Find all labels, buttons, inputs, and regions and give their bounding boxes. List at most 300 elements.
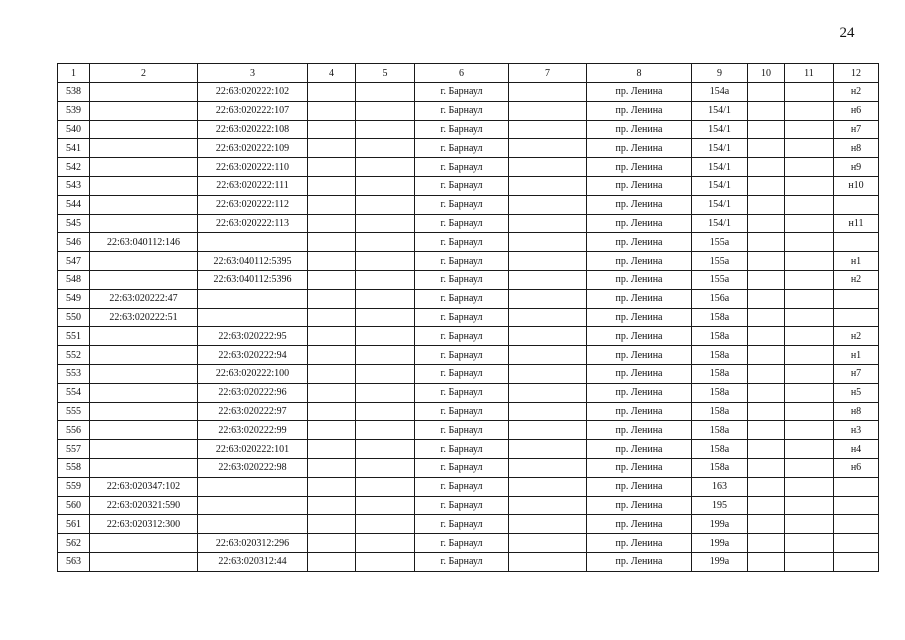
table-cell-col-7 <box>509 496 587 515</box>
table-cell-col-12: н9 <box>834 158 879 177</box>
table-cell-col-12 <box>834 477 879 496</box>
table-cell-col-9: 154/1 <box>692 214 748 233</box>
table-cell-col-1: 547 <box>58 252 90 271</box>
table-cell-col-5 <box>356 477 415 496</box>
table-cell-col-2 <box>90 270 198 289</box>
table-cell-col-7 <box>509 101 587 120</box>
table-cell-col-4 <box>308 176 356 195</box>
table-cell-col-6: г. Барнаул <box>415 496 509 515</box>
table-cell-col-1: 560 <box>58 496 90 515</box>
table-cell-col-1: 561 <box>58 515 90 534</box>
table-cell-col-3 <box>198 496 308 515</box>
table-cell-col-9: 155а <box>692 270 748 289</box>
table-cell-col-10 <box>748 440 785 459</box>
table-cell-col-7 <box>509 421 587 440</box>
table-cell-col-7 <box>509 552 587 571</box>
table-cell-col-12: н7 <box>834 364 879 383</box>
table-cell-col-2 <box>90 101 198 120</box>
table-cell-col-3: 22:63:020222:113 <box>198 214 308 233</box>
table-cell-col-2 <box>90 327 198 346</box>
table-cell-col-12: н8 <box>834 139 879 158</box>
table-cell-col-6: г. Барнаул <box>415 515 509 534</box>
table-row <box>58 270 879 289</box>
table-cell-col-6: г. Барнаул <box>415 176 509 195</box>
table-cell-col-7 <box>509 346 587 365</box>
table-cell-col-12: н6 <box>834 458 879 477</box>
table-cell-col-3: 22:63:020222:98 <box>198 458 308 477</box>
table-cell-col-8: пр. Ленина <box>587 458 692 477</box>
table-cell-col-10 <box>748 534 785 553</box>
table-cell-col-11 <box>785 477 834 496</box>
table-cell-col-9: 154/1 <box>692 120 748 139</box>
table-cell-col-1: 549 <box>58 289 90 308</box>
table-row <box>58 327 879 346</box>
table-cell-col-5 <box>356 327 415 346</box>
table-cell-col-9: 154/1 <box>692 158 748 177</box>
table-cell-col-4 <box>308 83 356 102</box>
table-cell-col-6: г. Барнаул <box>415 233 509 252</box>
page-number: 24 <box>839 25 855 41</box>
table-cell-col-10 <box>748 120 785 139</box>
table-cell-col-9: 154/1 <box>692 139 748 158</box>
table-cell-col-10 <box>748 270 785 289</box>
table-cell-col-6: г. Барнаул <box>415 458 509 477</box>
table-cell-col-12 <box>834 308 879 327</box>
table-cell-col-2: 22:63:040112:146 <box>90 233 198 252</box>
table-cell-col-3: 22:63:020222:102 <box>198 83 308 102</box>
table-cell-col-2 <box>90 402 198 421</box>
table-cell-col-4 <box>308 214 356 233</box>
table-cell-col-1: 556 <box>58 421 90 440</box>
table-cell-col-9: 199а <box>692 534 748 553</box>
table-header-cell: 12 <box>834 64 879 83</box>
table-cell-col-1: 557 <box>58 440 90 459</box>
table-cell-col-5 <box>356 270 415 289</box>
table-cell-col-8: пр. Ленина <box>587 327 692 346</box>
table-cell-col-2 <box>90 346 198 365</box>
table-cell-col-9: 158а <box>692 364 748 383</box>
table-cell-col-4 <box>308 270 356 289</box>
table-cell-col-12 <box>834 233 879 252</box>
table-cell-col-5 <box>356 195 415 214</box>
table-cell-col-10 <box>748 101 785 120</box>
table-cell-col-11 <box>785 139 834 158</box>
table-cell-col-11 <box>785 270 834 289</box>
table-cell-col-12: н1 <box>834 346 879 365</box>
table-row <box>58 364 879 383</box>
table-cell-col-9: 158а <box>692 440 748 459</box>
table-cell-col-8: пр. Ленина <box>587 308 692 327</box>
table-row <box>58 289 879 308</box>
table-cell-col-2 <box>90 458 198 477</box>
table-cell-col-7 <box>509 458 587 477</box>
table-cell-col-11 <box>785 402 834 421</box>
table-cell-col-6: г. Барнаул <box>415 158 509 177</box>
table-cell-col-8: пр. Ленина <box>587 552 692 571</box>
table-cell-col-3 <box>198 289 308 308</box>
table-cell-col-2 <box>90 252 198 271</box>
table-cell-col-2 <box>90 421 198 440</box>
table-cell-col-4 <box>308 139 356 158</box>
table-cell-col-8: пр. Ленина <box>587 534 692 553</box>
table-cell-col-8: пр. Ленина <box>587 139 692 158</box>
table-cell-col-3 <box>198 477 308 496</box>
table-header-cell: 9 <box>692 64 748 83</box>
table-cell-col-10 <box>748 214 785 233</box>
table-header-cell: 7 <box>509 64 587 83</box>
table-cell-col-12: н5 <box>834 383 879 402</box>
table-cell-col-7 <box>509 83 587 102</box>
table-cell-col-10 <box>748 383 785 402</box>
table-row <box>58 83 879 102</box>
table-cell-col-3: 22:63:040112:5396 <box>198 270 308 289</box>
table-cell-col-10 <box>748 158 785 177</box>
table-cell-col-7 <box>509 402 587 421</box>
table-cell-col-11 <box>785 252 834 271</box>
table-cell-col-6: г. Барнаул <box>415 139 509 158</box>
table-cell-col-7 <box>509 364 587 383</box>
table-cell-col-1: 546 <box>58 233 90 252</box>
table-cell-col-7 <box>509 139 587 158</box>
table-cell-col-6: г. Барнаул <box>415 120 509 139</box>
table-cell-col-11 <box>785 176 834 195</box>
table-cell-col-9: 158а <box>692 346 748 365</box>
table-cell-col-3 <box>198 515 308 534</box>
table-cell-col-3: 22:63:020222:95 <box>198 327 308 346</box>
table-cell-col-4 <box>308 552 356 571</box>
table-cell-col-1: 559 <box>58 477 90 496</box>
table-cell-col-5 <box>356 83 415 102</box>
table-cell-col-12: н1 <box>834 252 879 271</box>
table-cell-col-4 <box>308 327 356 346</box>
table-cell-col-7 <box>509 289 587 308</box>
table-header-cell: 1 <box>58 64 90 83</box>
table-cell-col-7 <box>509 158 587 177</box>
table-row <box>58 120 879 139</box>
table-header-cell: 10 <box>748 64 785 83</box>
table-cell-col-8: пр. Ленина <box>587 158 692 177</box>
table-cell-col-1: 544 <box>58 195 90 214</box>
table-cell-col-5 <box>356 139 415 158</box>
table-cell-col-6: г. Барнаул <box>415 477 509 496</box>
table-row <box>58 496 879 515</box>
table-cell-col-4 <box>308 496 356 515</box>
table-cell-col-5 <box>356 176 415 195</box>
table-cell-col-8: пр. Ленина <box>587 421 692 440</box>
table-cell-col-3: 22:63:020222:107 <box>198 101 308 120</box>
table-header-cell: 11 <box>785 64 834 83</box>
table-row <box>58 383 879 402</box>
table-cell-col-5 <box>356 496 415 515</box>
table-cell-col-8: пр. Ленина <box>587 195 692 214</box>
table-cell-col-3: 22:63:020222:110 <box>198 158 308 177</box>
table-cell-col-4 <box>308 515 356 534</box>
table-cell-col-9: 158а <box>692 383 748 402</box>
table-cell-col-1: 541 <box>58 139 90 158</box>
table-cell-col-7 <box>509 327 587 346</box>
table-cell-col-10 <box>748 458 785 477</box>
table-cell-col-1: 538 <box>58 83 90 102</box>
table-cell-col-9: 154/1 <box>692 176 748 195</box>
table-cell-col-10 <box>748 364 785 383</box>
table-cell-col-8: пр. Ленина <box>587 176 692 195</box>
table-cell-col-8: пр. Ленина <box>587 270 692 289</box>
table-body <box>58 83 879 572</box>
table-header-cell: 4 <box>308 64 356 83</box>
table-cell-col-8: пр. Ленина <box>587 346 692 365</box>
table-cell-col-4 <box>308 252 356 271</box>
table-cell-col-9: 155а <box>692 233 748 252</box>
table-cell-col-4 <box>308 458 356 477</box>
table-cell-col-5 <box>356 383 415 402</box>
table-cell-col-9: 195 <box>692 496 748 515</box>
table-cell-col-10 <box>748 308 785 327</box>
table-cell-col-12: н2 <box>834 83 879 102</box>
table-cell-col-6: г. Барнаул <box>415 402 509 421</box>
table-cell-col-8: пр. Ленина <box>587 383 692 402</box>
table-cell-col-11 <box>785 364 834 383</box>
table-cell-col-2: 22:63:020347:102 <box>90 477 198 496</box>
table-cell-col-9: 158а <box>692 327 748 346</box>
table-header-row <box>58 64 879 83</box>
table-cell-col-3: 22:63:020222:100 <box>198 364 308 383</box>
table-cell-col-4 <box>308 233 356 252</box>
table-row <box>58 346 879 365</box>
table-cell-col-2: 22:63:020222:47 <box>90 289 198 308</box>
table-row <box>58 252 879 271</box>
table-cell-col-5 <box>356 120 415 139</box>
table-cell-col-8: пр. Ленина <box>587 101 692 120</box>
table-cell-col-5 <box>356 534 415 553</box>
table-cell-col-3: 22:63:020222:101 <box>198 440 308 459</box>
table-row <box>58 421 879 440</box>
table-cell-col-11 <box>785 195 834 214</box>
table-cell-col-3: 22:63:020222:94 <box>198 346 308 365</box>
table-header-cell: 3 <box>198 64 308 83</box>
table-cell-col-2 <box>90 383 198 402</box>
table-cell-col-7 <box>509 120 587 139</box>
table-cell-col-8: пр. Ленина <box>587 364 692 383</box>
table-cell-col-2 <box>90 364 198 383</box>
table-cell-col-5 <box>356 252 415 271</box>
table-cell-col-4 <box>308 383 356 402</box>
table-cell-col-10 <box>748 552 785 571</box>
table-cell-col-11 <box>785 101 834 120</box>
table-cell-col-9: 154а <box>692 83 748 102</box>
table-row <box>58 458 879 477</box>
table-cell-col-10 <box>748 346 785 365</box>
table-cell-col-8: пр. Ленина <box>587 496 692 515</box>
table-row <box>58 101 879 120</box>
table-cell-col-8: пр. Ленина <box>587 289 692 308</box>
table-cell-col-9: 158а <box>692 308 748 327</box>
table-cell-col-5 <box>356 421 415 440</box>
table-cell-col-3: 22:63:020222:111 <box>198 176 308 195</box>
table-cell-col-1: 545 <box>58 214 90 233</box>
table-cell-col-4 <box>308 346 356 365</box>
table-cell-col-7 <box>509 252 587 271</box>
table-cell-col-4 <box>308 101 356 120</box>
table-cell-col-5 <box>356 346 415 365</box>
table-cell-col-1: 542 <box>58 158 90 177</box>
table-cell-col-8: пр. Ленина <box>587 440 692 459</box>
table-cell-col-4 <box>308 289 356 308</box>
table-row <box>58 402 879 421</box>
table-cell-col-1: 550 <box>58 308 90 327</box>
table-cell-col-5 <box>356 289 415 308</box>
table-cell-col-10 <box>748 421 785 440</box>
table-cell-col-9: 158а <box>692 421 748 440</box>
table-cell-col-2: 22:63:020222:51 <box>90 308 198 327</box>
table-cell-col-2 <box>90 83 198 102</box>
table-cell-col-2 <box>90 120 198 139</box>
table-cell-col-11 <box>785 289 834 308</box>
table-cell-col-3: 22:63:020222:109 <box>198 139 308 158</box>
table-cell-col-4 <box>308 120 356 139</box>
table-cell-col-1: 555 <box>58 402 90 421</box>
table-header-cell: 5 <box>356 64 415 83</box>
table-cell-col-11 <box>785 496 834 515</box>
table-cell-col-11 <box>785 83 834 102</box>
table-cell-col-8: пр. Ленина <box>587 402 692 421</box>
table-cell-col-10 <box>748 252 785 271</box>
table-cell-col-10 <box>748 233 785 252</box>
table-cell-col-2 <box>90 139 198 158</box>
table-cell-col-9: 199а <box>692 552 748 571</box>
table-cell-col-2 <box>90 176 198 195</box>
table-cell-col-12: н2 <box>834 327 879 346</box>
table-cell-col-11 <box>785 552 834 571</box>
table-cell-col-9: 156а <box>692 289 748 308</box>
table-cell-col-10 <box>748 496 785 515</box>
table-cell-col-5 <box>356 364 415 383</box>
table-cell-col-6: г. Барнаул <box>415 308 509 327</box>
table-cell-col-12 <box>834 289 879 308</box>
table-cell-col-4 <box>308 195 356 214</box>
table-cell-col-8: пр. Ленина <box>587 252 692 271</box>
table-cell-col-6: г. Барнаул <box>415 270 509 289</box>
table-cell-col-6: г. Барнаул <box>415 327 509 346</box>
table-row <box>58 515 879 534</box>
table-cell-col-2 <box>90 440 198 459</box>
table-cell-col-6: г. Барнаул <box>415 440 509 459</box>
table-cell-col-10 <box>748 83 785 102</box>
table-cell-col-5 <box>356 158 415 177</box>
table-cell-col-5 <box>356 515 415 534</box>
table-row <box>58 233 879 252</box>
table-cell-col-1: 558 <box>58 458 90 477</box>
table-cell-col-3: 22:63:020222:108 <box>198 120 308 139</box>
table-cell-col-8: пр. Ленина <box>587 233 692 252</box>
table-cell-col-5 <box>356 402 415 421</box>
table-header-cell: 2 <box>90 64 198 83</box>
table-cell-col-5 <box>356 440 415 459</box>
table-cell-col-4 <box>308 364 356 383</box>
table-cell-col-3: 22:63:020312:296 <box>198 534 308 553</box>
table-cell-col-1: 552 <box>58 346 90 365</box>
table-cell-col-1: 543 <box>58 176 90 195</box>
table-row <box>58 214 879 233</box>
table-cell-col-12: н7 <box>834 120 879 139</box>
table-cell-col-5 <box>356 308 415 327</box>
table-cell-col-3: 22:63:020222:112 <box>198 195 308 214</box>
table-cell-col-12: н3 <box>834 421 879 440</box>
table-cell-col-6: г. Барнаул <box>415 289 509 308</box>
table-cell-col-11 <box>785 440 834 459</box>
table-cell-col-1: 539 <box>58 101 90 120</box>
table-cell-col-4 <box>308 477 356 496</box>
table-row <box>58 176 879 195</box>
table-cell-col-1: 563 <box>58 552 90 571</box>
table-cell-col-12: н6 <box>834 101 879 120</box>
table-header-cell: 8 <box>587 64 692 83</box>
table-cell-col-11 <box>785 327 834 346</box>
table-cell-col-3: 22:63:020222:96 <box>198 383 308 402</box>
table-cell-col-6: г. Барнаул <box>415 364 509 383</box>
table-cell-col-11 <box>785 534 834 553</box>
table-cell-col-7 <box>509 515 587 534</box>
table-cell-col-11 <box>785 233 834 252</box>
table-cell-col-9: 199а <box>692 515 748 534</box>
table-cell-col-1: 554 <box>58 383 90 402</box>
table-cell-col-7 <box>509 477 587 496</box>
table-cell-col-2: 22:63:020321:590 <box>90 496 198 515</box>
table-cell-col-7 <box>509 270 587 289</box>
table-cell-col-3 <box>198 308 308 327</box>
table-cell-col-3: 22:63:020222:97 <box>198 402 308 421</box>
table-cell-col-10 <box>748 139 785 158</box>
table-cell-col-11 <box>785 383 834 402</box>
table-row <box>58 552 879 571</box>
table-cell-col-2 <box>90 195 198 214</box>
table-cell-col-12 <box>834 552 879 571</box>
table-cell-col-5 <box>356 101 415 120</box>
table-cell-col-6: г. Барнаул <box>415 101 509 120</box>
table-cell-col-8: пр. Ленина <box>587 214 692 233</box>
table-cell-col-6: г. Барнаул <box>415 421 509 440</box>
table-cell-col-10 <box>748 477 785 496</box>
data-table <box>57 63 879 572</box>
table-cell-col-12 <box>834 534 879 553</box>
table-cell-col-9: 158а <box>692 458 748 477</box>
table-cell-col-1: 548 <box>58 270 90 289</box>
table-cell-col-7 <box>509 383 587 402</box>
table-cell-col-11 <box>785 120 834 139</box>
table-cell-col-7 <box>509 214 587 233</box>
table-cell-col-8: пр. Ленина <box>587 477 692 496</box>
table-cell-col-11 <box>785 308 834 327</box>
table-row <box>58 534 879 553</box>
table-cell-col-12 <box>834 496 879 515</box>
table-cell-col-1: 562 <box>58 534 90 553</box>
table-cell-col-8: пр. Ленина <box>587 120 692 139</box>
table-cell-col-11 <box>785 458 834 477</box>
table-cell-col-2 <box>90 158 198 177</box>
table-cell-col-11 <box>785 421 834 440</box>
table-cell-col-7 <box>509 233 587 252</box>
table-cell-col-2 <box>90 552 198 571</box>
table-cell-col-1: 551 <box>58 327 90 346</box>
table-cell-col-4 <box>308 534 356 553</box>
table-cell-col-4 <box>308 158 356 177</box>
table-cell-col-6: г. Барнаул <box>415 346 509 365</box>
table-cell-col-1: 553 <box>58 364 90 383</box>
table-row <box>58 440 879 459</box>
table-cell-col-11 <box>785 346 834 365</box>
table-cell-col-2 <box>90 214 198 233</box>
table-cell-col-9: 163 <box>692 477 748 496</box>
table-cell-col-1: 540 <box>58 120 90 139</box>
